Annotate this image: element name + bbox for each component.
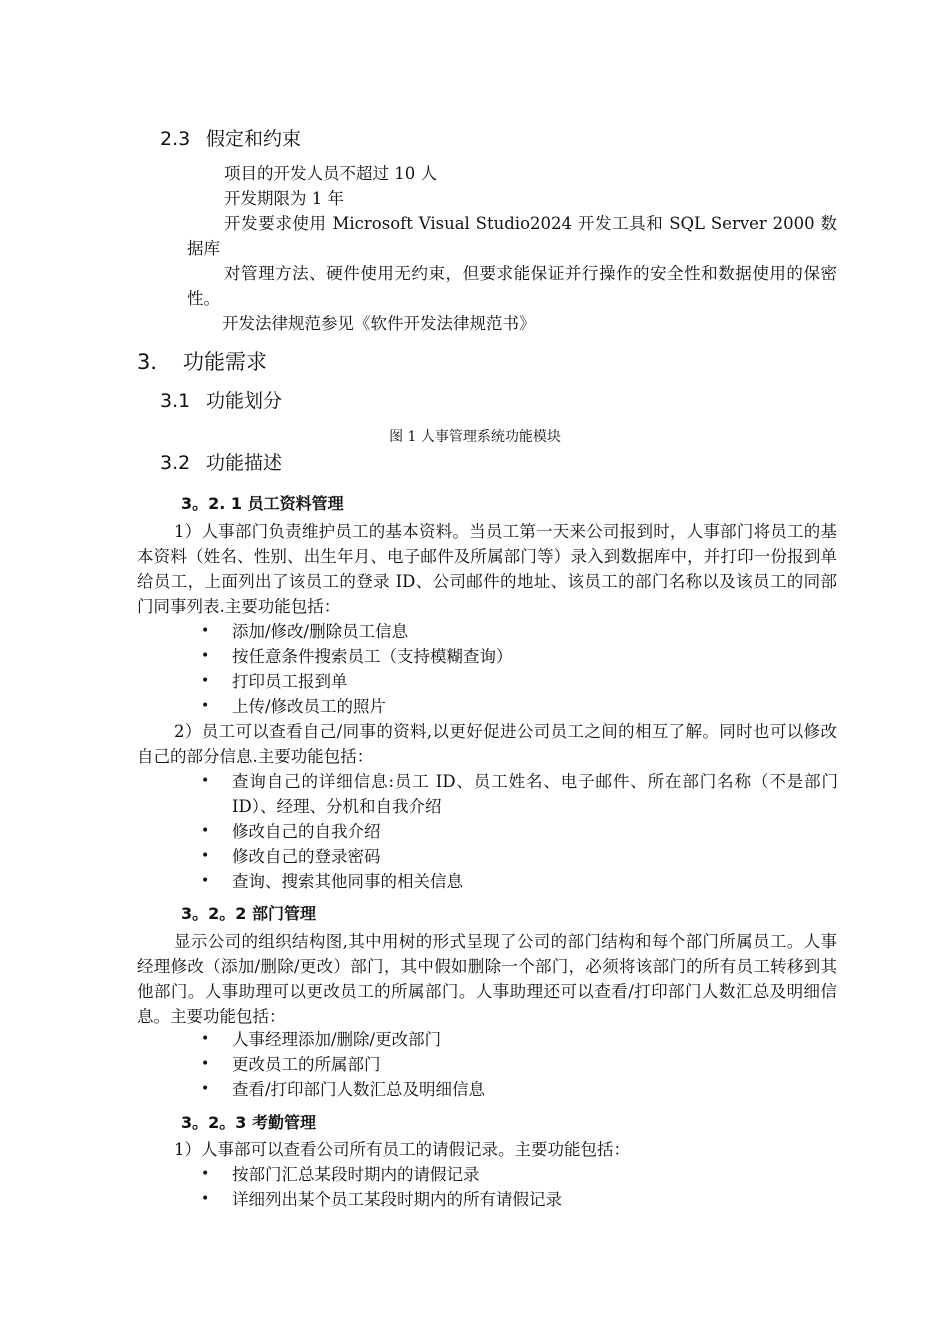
list-item: • 按任意条件搜索员工（支持模糊查询）	[232, 644, 838, 669]
list-item: • 上传/修改员工的照片	[232, 694, 838, 719]
bullet-icon: •	[201, 623, 210, 639]
list-item: • 按部门汇总某段时期内的请假记录	[232, 1162, 838, 1187]
list-item: • 查询、搜索其他同事的相关信息	[232, 869, 838, 894]
bullet-list	[201, 619, 838, 719]
bullet-icon: •	[201, 1191, 210, 1207]
bullet-list	[201, 1162, 838, 1212]
bullet-list	[201, 769, 838, 894]
bullet-icon: •	[201, 698, 210, 714]
constraint-line: 对管理方法、硬件使用无约束，但要求能保证并行操作的安全性和数据使用的保密性。	[187, 264, 837, 308]
list-item: • 查看/打印部门人数汇总及明细信息	[232, 1077, 838, 1102]
constraint-line: 开发期限为 1 年	[224, 189, 344, 208]
bullet-icon: •	[201, 823, 210, 839]
list-item: • 打印员工报到单	[232, 669, 838, 694]
subsection-heading-3-2-2: 3。2。2 部门管理	[181, 904, 316, 923]
constraint-line: 开发要求使用 Microsoft Visual Studio2024 开发工具和 SQL Server 2000 数据库	[187, 214, 837, 258]
list-item: • 修改自己的登录密码	[232, 844, 838, 869]
bullet-icon: •	[201, 1166, 210, 1182]
bullet-icon: •	[201, 873, 210, 889]
paragraph: 1）人事部门负责维护员工的基本资料。当员工第一天来公司报到时，人事部门将员工的基本资料（姓名、性别、出生年月、电子邮件及所属部门等）录入到数据库中，并打印一份报到单给员工，上面列出了该员工的登录 ID、公司邮件的地址、该员工的部门名称以及该员工的同部门同事列表.主要功能包括：	[137, 522, 837, 616]
list-item: • 人事经理添加/删除/更改部门	[232, 1027, 838, 1052]
list-item: • 添加/修改/删除员工信息	[232, 619, 838, 644]
bullet-icon: •	[201, 673, 210, 689]
section-heading-2-3: 2.3 假定和约束	[160, 128, 302, 150]
list-item: • 更改员工的所属部门	[232, 1052, 838, 1077]
paragraph: 显示公司的组织结构图,其中用树的形式呈现了公司的部门结构和每个部门所属员工。人事经理修改（添加/删除/更改）部门，其中假如删除一个部门，必须将该部门的所有员工转移到其他部门。人事助理可以更改员工的所属部门。人事助理还可以查看/打印部门人数汇总及明细信息。主要功能包括：	[137, 932, 837, 1026]
bullet-icon: •	[201, 773, 210, 789]
section-heading-3-1: 3.1 功能划分	[160, 390, 283, 412]
bullet-icon: •	[201, 848, 210, 864]
section-heading-3-2: 3.2 功能描述	[160, 452, 283, 474]
bullet-icon: •	[201, 648, 210, 664]
bullet-icon: •	[201, 1056, 210, 1072]
list-item: • 查询自己的详细信息:员工 ID、员工姓名、电子邮件、所在部门名称（不是部门 ID）、经理、分机和自我介绍	[232, 769, 838, 819]
subsection-heading-3-2-3: 3。2。3 考勤管理	[181, 1113, 316, 1132]
bullet-icon: •	[201, 1081, 210, 1097]
bullet-list	[201, 1027, 838, 1102]
list-item: • 详细列出某个员工某段时期内的所有请假记录	[232, 1187, 838, 1212]
paragraph: 2）员工可以查看自己/同事的资料,以更好促进公司员工之间的相互了解。同时也可以修改自己的部分信息.主要功能包括：	[137, 722, 837, 766]
figure-caption: 图 1 人事管理系统功能模块	[389, 429, 561, 445]
bullet-icon: •	[201, 1031, 210, 1047]
paragraph: 1）人事部可以查看公司所有员工的请假记录。主要功能包括：	[174, 1140, 630, 1159]
subsection-heading-3-2-1: 3。2. 1 员工资料管理	[181, 494, 344, 513]
constraint-line: 项目的开发人员不超过 10 人	[224, 164, 437, 183]
section-heading-3: 3． 功能需求	[137, 350, 267, 374]
constraint-line: 开发法律规范参见《软件开发法律规范书》	[222, 314, 536, 333]
list-item: • 修改自己的自我介绍	[232, 819, 838, 844]
